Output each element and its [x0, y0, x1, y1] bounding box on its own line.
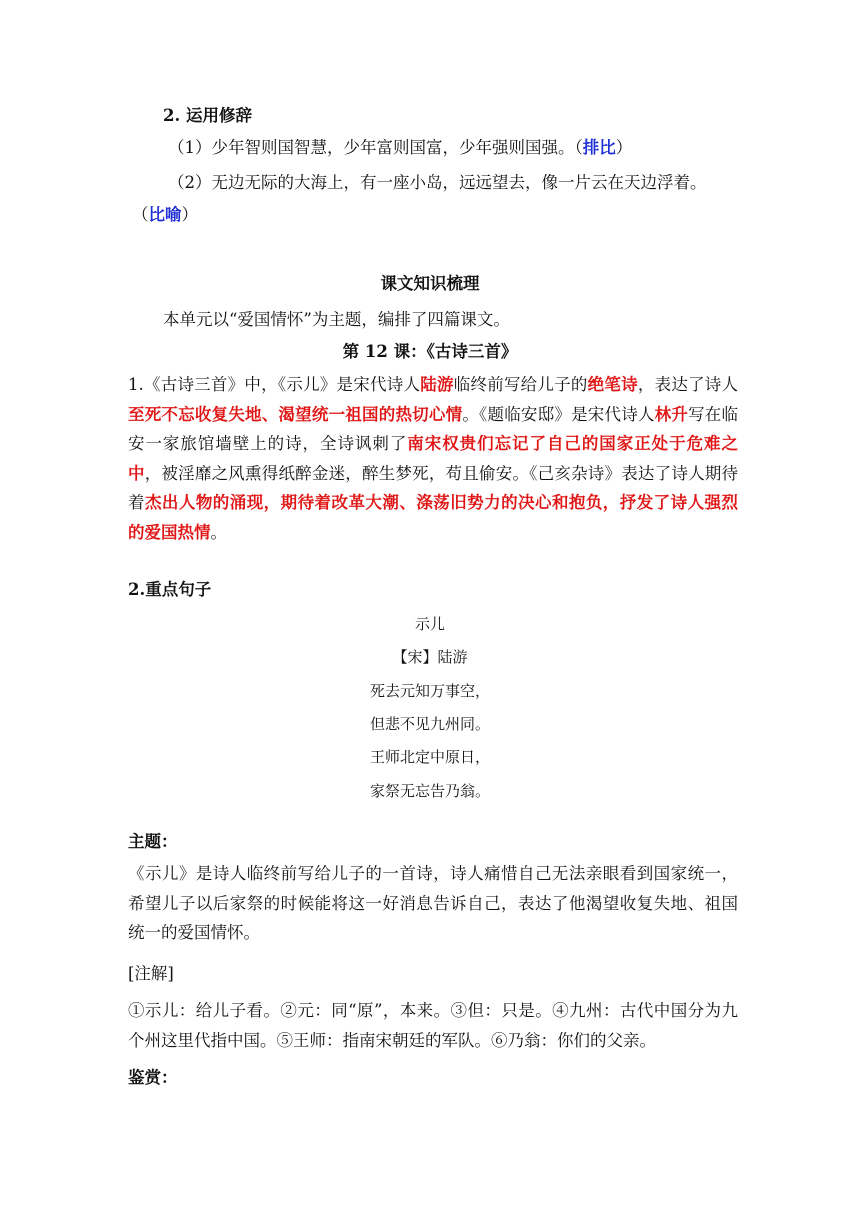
- rhetoric-item-2: （2）无边无际的大海上，有一座小岛，远远望去，像一片云在天边浮着。: [168, 173, 707, 192]
- poem-line-2: 但悲不见九州同。: [369, 715, 490, 733]
- rhetoric-item-2-tag-line: [132, 203, 198, 227]
- rhetoric-item-1: [168, 136, 632, 160]
- highlight-poet-linsheng: 林升: [654, 404, 689, 424]
- theme-text: 《示儿》是诗人临终前写给儿子的一首诗，诗人痛惜自己无法亲眼看到国家统一，希望儿子以后家祭的时候能将这一好消息告诉自己，表达了他渴望收复失地、祖国统一的爱国情怀。: [128, 864, 738, 942]
- summary-text: 。: [210, 522, 227, 542]
- highlight-emotion: 至死不忘收复失地、渴望统一祖国的热切心情: [128, 404, 463, 424]
- section-title: 课文知识梳理: [380, 274, 480, 293]
- highlight-poem-type: 绝笔诗: [587, 375, 638, 394]
- summary-text: 临终前写给儿子的: [453, 375, 588, 394]
- poem-author: 【宋】陆游: [392, 648, 468, 666]
- poem-title: 示儿: [414, 615, 445, 633]
- poem-line-4: 家祭无忘告乃翁。: [369, 782, 490, 800]
- summary-text: ，被淫靡之风熏得纸醉金迷，醉生梦死，苟且偷安。《己亥杂诗》表达了诗人期待着: [128, 463, 739, 512]
- rhetoric-tag-parallelism: 排比: [582, 138, 616, 157]
- section-intro: 本单元以“爱国情怀”为主题，编排了四篇课文。: [163, 310, 510, 329]
- notes-text: ①示儿：给儿子看。②元：同“原”，本来。③但：只是。④九州：古代中国分为九个州这里代指中国。⑤王师：指南宋朝廷的军队。⑥乃翁：你们的父亲。: [128, 1001, 738, 1050]
- paren-close: ）: [615, 138, 633, 157]
- summary-text: 1.《古诗三首》中，《示儿》是宋代诗人: [128, 375, 421, 394]
- key-sentences-heading: 2.重点句子: [128, 580, 212, 599]
- rhetoric-tag-metaphor: 比喻: [148, 205, 182, 224]
- poem-line-3: 王师北定中原日，: [369, 748, 490, 766]
- theme-heading: 主题：: [128, 832, 178, 851]
- paren-open: （: [574, 138, 583, 157]
- summary-text: 。《题临安邸》是宋代诗人: [462, 404, 655, 424]
- highlight-satire: 南宋权贵们忘记了自己的国家正处于危难之中: [128, 434, 739, 483]
- notes-heading: [注解]: [128, 964, 174, 983]
- highlight-aspiration: 杰出人物的涌现，期待着改革大潮、涤荡旧势力的决心和抱负，抒发了诗人强烈的爱国热情: [128, 493, 739, 542]
- lesson-title: 第 12 课：《古诗三首》: [342, 342, 518, 361]
- rhetoric-heading: 2. 运用修辞: [163, 106, 252, 125]
- appreciation-heading: 鉴赏：: [128, 1068, 178, 1087]
- paren-close: ）: [181, 205, 198, 224]
- summary-text: ，表达了诗人: [637, 375, 739, 394]
- rhetoric-item-1-text: （1）少年智则国智慧，少年富则国富，少年强则国强。: [168, 138, 575, 157]
- paren-open: （: [132, 205, 149, 224]
- highlight-poet-luyou: 陆游: [420, 375, 454, 394]
- summary-text: 写在临安一家旅馆墙壁上的诗，全诗讽刺了: [128, 404, 739, 453]
- poem-line-1: 死去元知万事空，: [369, 682, 490, 700]
- lesson-summary: [128, 370, 738, 547]
